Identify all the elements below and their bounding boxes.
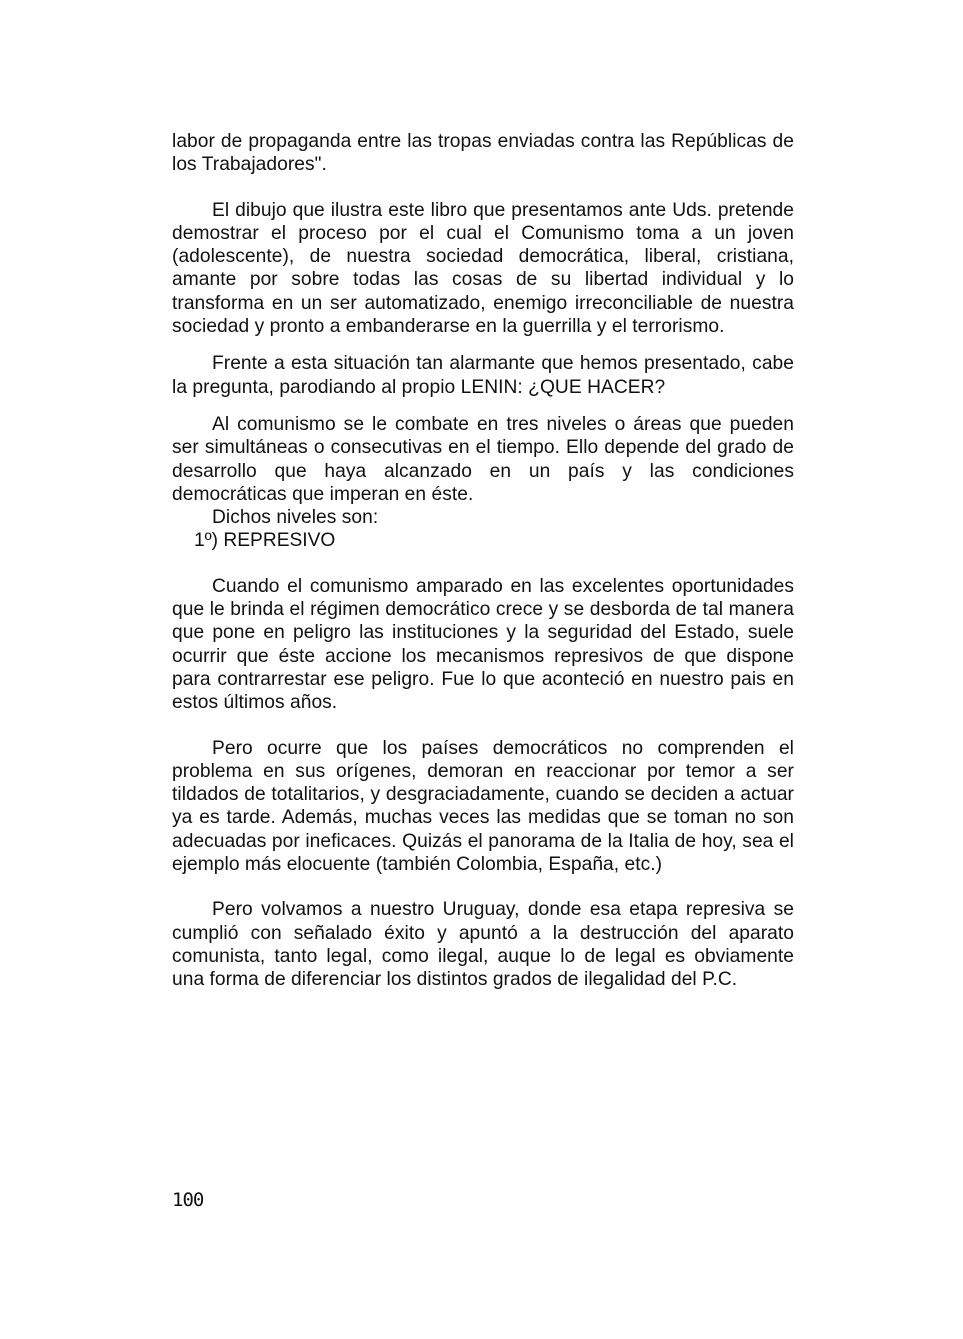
paragraph-continuation: labor de propaganda entre las tropas enviadas contra las Repúblicas de los Trabajadores". <box>172 131 794 176</box>
paragraph-drawing-intro: El dibujo que ilustra este libro que presentamos ante Uds. pretende demostrar el proceso por el cual el Comunismo toma a un joven (adolescente), de nuestra sociedad democrática, liberal, cristiana, amante por sobre todas las cosas de su libertad individual y lo transforma en un ser automatizado, enemigo irreconciliable de nuestra sociedad y pronto a embanderarse en la guerrilla y el terrorismo. <box>172 199 794 338</box>
paragraph-repressive-2: Pero ocurre que los países democráticos no comprenden el problema en sus orígenes, demoran en reaccionar por temor a ser tildados de totalitarios, y desgraciadamente, cuando se deciden a actuar ya es tarde. Además, muchas veces las medidas que se toman no son adecuadas por ineficaces. Quizás el panorama de la Italia de hoy, sea el ejemplo más elocuente (también Colombia, España, etc.) <box>172 737 794 876</box>
paragraph-levels-are: Dichos niveles son: <box>212 507 379 529</box>
section-heading: 1º) REPRESIVO <box>194 530 336 552</box>
paragraph-repressive-1: Cuando el comunismo amparado en las excelentes oportunidades que le brinda el régimen democrático crece y se desborda de tal manera que pone en peligro las instituciones y la seguridad del Estado, suele ocurrir que éste accione los mecanismos represivos de que dispone para contrarrestar ese peligro. Fue lo que aconteció en nuestro pais en estos últimos años. <box>172 575 794 714</box>
paragraph-repressive-3: Pero volvamos a nuestro Uruguay, donde esa etapa represiva se cumplió con señalado éxito y apuntó a la destrucción del aparato comunista, tanto legal, como ilegal, auque lo de legal es obviamente una forma de diferenciar los distintos grados de ilegalidad del P.C. <box>172 899 794 991</box>
paragraph-what-to-do: Frente a esta situación tan alarmante que hemos presentado, cabe la pregunta, parodiando al propio LENIN: ¿QUE HACER? <box>172 353 794 398</box>
paragraph-three-levels: Al comunismo se le combate en tres niveles o áreas que pueden ser simultáneas o consecutivas en el tiempo. Ello depende del grado de desarrollo que haya alcanzado en un país y las condiciones democráticas que imperan en éste. <box>172 413 794 505</box>
page-number: 100 <box>172 1189 204 1211</box>
page-body <box>172 130 794 992</box>
